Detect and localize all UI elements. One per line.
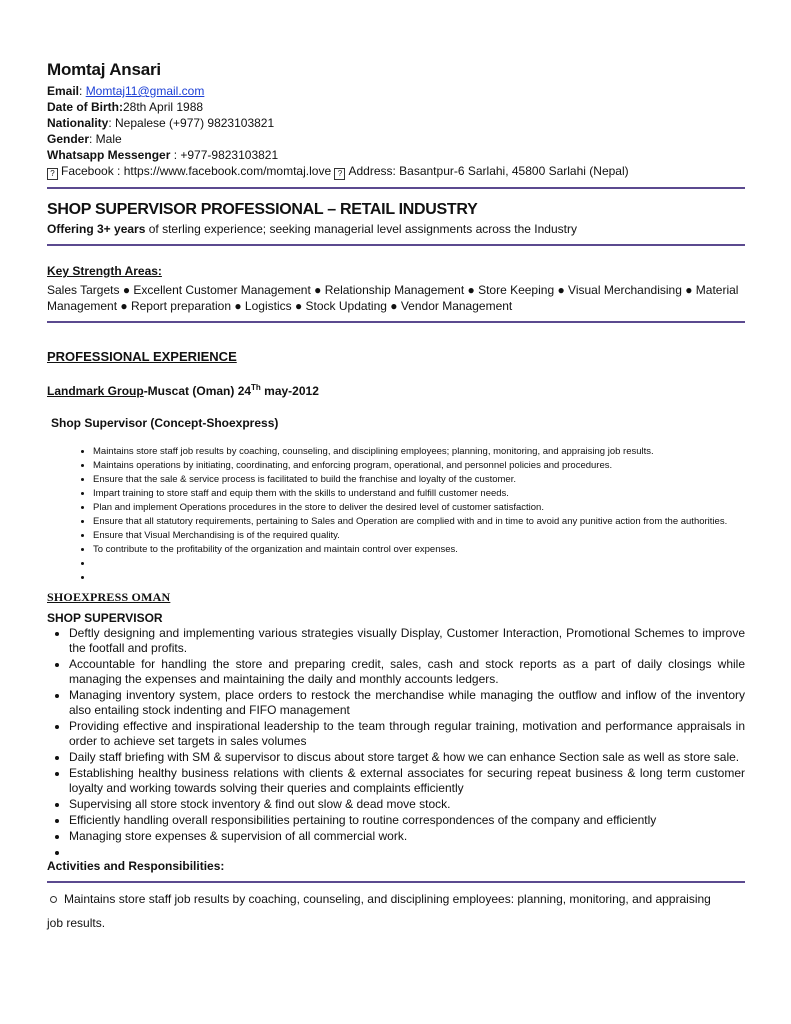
activities-heading: Activities and Responsibilities:: [47, 859, 225, 873]
key-strengths-title: Key Strength Areas:: [47, 264, 162, 278]
activities-title: Activities and Responsibilities: [47, 859, 221, 873]
facebook-text: Facebook : https://www.facebook.com/momtaj.love: [61, 164, 332, 178]
placeholder-glyph-icon: ?: [47, 168, 58, 180]
list-item: • Deftly designing and implementing various strategies visually Display, Customer Interaction, Promotional Schemes to improve the footfall and profits.: [69, 626, 745, 656]
list-item: • Daily staff briefing with SM & supervisor to discus about store target & how we can enhance Section sale as well as store sale.: [69, 750, 745, 765]
dob-value: 28th April 1988: [123, 100, 204, 114]
activities-text-block: [47, 887, 727, 935]
list-item: [93, 557, 747, 570]
nationality-line: [47, 115, 747, 131]
list-item: • Establishing healthy business relations with clients & external associates for securing repeat business & long term customer loyalty and working towards solving their queries and complaints efficiently: [69, 766, 745, 796]
divider: [47, 321, 745, 323]
whatsapp-value: : +977-9823103821: [170, 148, 279, 162]
gender-label: Gender: [47, 132, 90, 146]
resume-page: [47, 60, 747, 935]
divider: [47, 881, 745, 883]
company2-name: SHOEXPRESS OMAN: [47, 590, 171, 604]
divider: [47, 187, 745, 189]
candidate-name: Momtaj Ansari: [47, 60, 161, 79]
dob-line: [47, 99, 747, 115]
duties2-list: [47, 626, 745, 858]
list-item: • Impart training to store staff and equip them with the skills to understand and fulfill customer needs.: [93, 487, 747, 500]
circle-bullet-icon: [50, 896, 57, 903]
email-line: Email: Momtaj11@gmail.com: [47, 84, 205, 98]
list-item: [69, 845, 745, 858]
nationality-value: : Nepalese (+977) 9823103821: [108, 116, 275, 130]
company-location: -Muscat (Oman) 24: [143, 384, 252, 398]
divider: [47, 244, 745, 246]
list-item: • Providing effective and inspirational leadership to the team through regular training, motivation and performance appraisals in order to achieve set targets in sales volumes: [69, 719, 745, 749]
list-item: [93, 571, 747, 584]
list-item: • Managing store expenses & supervision of all commercial work.: [69, 829, 745, 844]
role-title: Shop Supervisor (Concept-Shoexpress): [51, 416, 279, 430]
email-link[interactable]: Momtaj11@gmail.com: [85, 84, 205, 98]
whatsapp-label: Whatsapp Messenger: [47, 148, 171, 162]
list-item: • Maintains operations by initiating, coordinating, and enforcing program, operational, and personnel policies and procedures.: [93, 459, 747, 472]
company-line: [47, 383, 747, 398]
list-item: • Ensure that Visual Merchandising is of the required quality.: [93, 529, 747, 542]
headline-tagline: [47, 221, 747, 237]
experience-section-title: PROFESSIONAL EXPERIENCE: [47, 349, 237, 364]
list-item: • Plan and implement Operations procedures in the store to deliver the desired level of customer satisfaction.: [93, 501, 747, 514]
social-address-line: [47, 163, 747, 180]
email-label: Email: [47, 84, 80, 98]
list-item: • Managing inventory system, place orders to restock the merchandise while managing the outflow and inflow of the inventory also entailing stock indenting and FIFO management: [69, 688, 745, 718]
placeholder-glyph-icon: ?: [334, 168, 345, 180]
list-item: • Ensure that the sale & service process is facilitated to build the franchise and loyalty of the customer.: [93, 473, 747, 486]
offering-text: of sterling experience; seeking managerial level assignments across the Industry: [145, 222, 577, 236]
company-date: may-2012: [260, 384, 319, 398]
dob-label: Date of Birth:: [47, 100, 123, 114]
gender-line: [47, 131, 747, 147]
duties-list: [47, 445, 747, 584]
gender-value: : Male: [89, 132, 122, 146]
list-item: • Efficiently handling overall responsibilities pertaining to routine correspondences of the company and efficiently: [69, 813, 745, 828]
list-item: • Ensure that all statutory requirements, pertaining to Sales and Operation are complied with and in time to avoid any punitive action from the authorities.: [93, 515, 747, 528]
activities-text: Maintains store staff job results by coaching, counseling, and disciplining employees: planning, monitoring, and appraising job results.: [47, 892, 711, 930]
list-item: • Accountable for handling the store and preparing credit, sales, cash and stock reports as a part of daily closings while managing the expenses and maintaining the daily and monthly accounts ledgers.: [69, 657, 745, 687]
list-item: • Supervising all store stock inventory & find out slow & dead move stock.: [69, 797, 745, 812]
address-text: Address: Basantpur-6 Sarlahi, 45800 Sarlahi (Nepal): [348, 164, 629, 178]
list-item: • Maintains store staff job results by coaching, counseling, and disciplining employees; planning, monitoring, and appraising job results.: [93, 445, 747, 458]
whatsapp-line: [47, 147, 747, 163]
list-item: • To contribute to the profitability of the organization and maintain control over expenses.: [93, 543, 747, 556]
offering-years: Offering 3+ years: [47, 222, 146, 236]
key-strengths-text: Sales Targets ● Excellent Customer Management ● Relationship Management ● Store Keeping ● Visual Merchandising ● Material Management ● Report preparation ● Logistics ● Stock Updating ● Vendor Management: [47, 283, 739, 313]
role2-title: SHOP SUPERVISOR: [47, 611, 163, 625]
nationality-label: Nationality: [47, 116, 109, 130]
headline-title: SHOP SUPERVISOR PROFESSIONAL – RETAIL INDUSTRY: [47, 201, 478, 218]
company-name: Landmark Group: [47, 384, 144, 398]
date-superscript: Th: [251, 383, 261, 392]
